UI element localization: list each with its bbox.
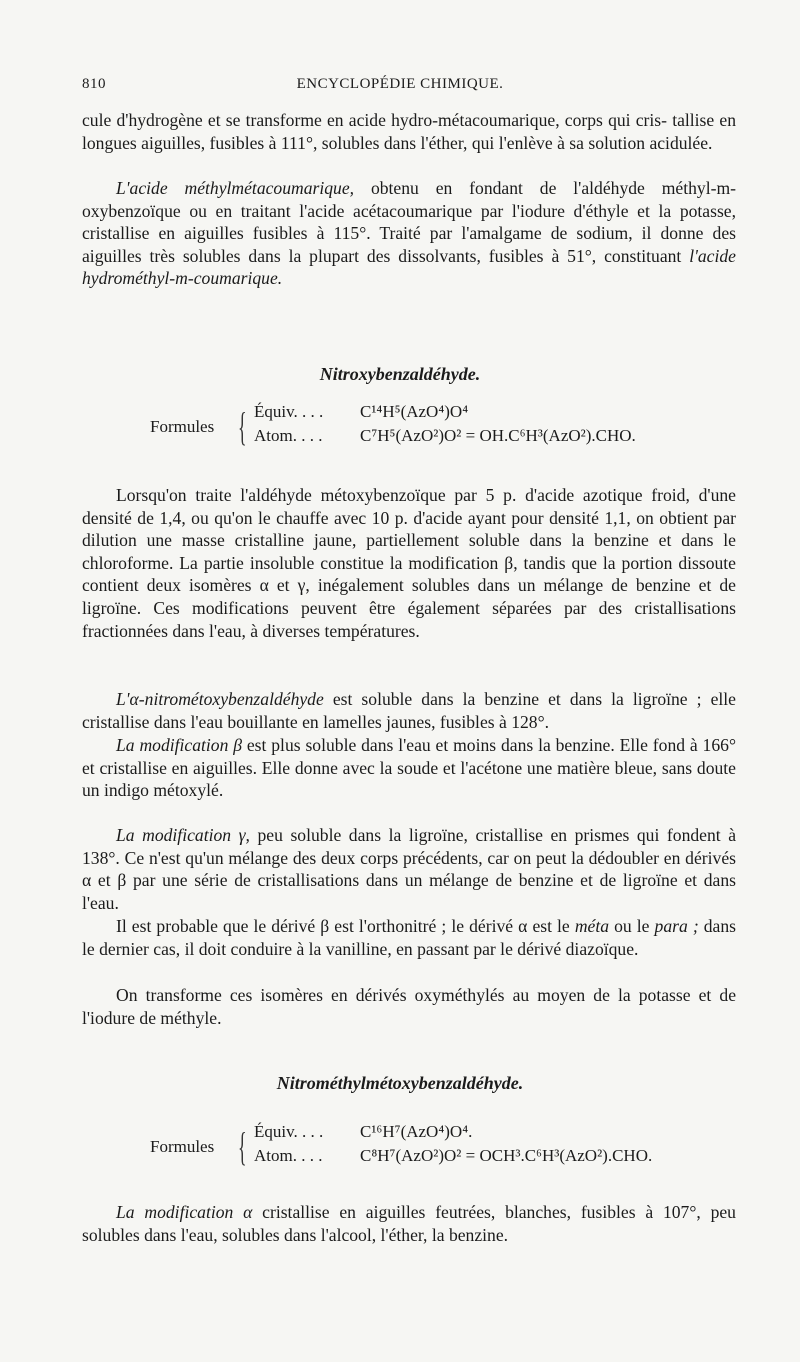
formula-row-atom: Atom. . . . C⁷H⁵(AzO²)O² = OH.C⁶H³(AzO²).CHO. <box>254 426 636 445</box>
formula-label: Formules <box>150 1137 215 1156</box>
paragraph-section2-alpha: La modification α cristallise en aiguilles feutrées, blanches, fusibles à 107°, peu solubles dans l'eau, solubles dans l'alcool, l'éther, la benzine. <box>82 1202 736 1245</box>
formula-label: Formules <box>150 417 215 436</box>
paragraph-alpha-modification: L'α-nitrométoxybenzaldéhyde est soluble dans la benzine et dans la ligroïne ; elle cristallise dans l'eau bouillante en lamelles jaunes, fusibles à 128°. <box>82 689 736 732</box>
brace-icon: { <box>238 1124 247 1169</box>
paragraph-beta-modification: La modification β est plus soluble dans l'eau et moins dans la benzine. Elle fond à 166° et cristallise en aiguilles. Elle donne avec la soude et l'acétone une matière bleue, sans doute un indigo métoxylé. <box>82 735 736 801</box>
brace-icon: { <box>238 404 247 449</box>
formula-row-atom: Atom. . . . C⁸H⁷(AzO²)O² = OCH³.C⁶H³(AzO²).CHO. <box>254 1146 653 1165</box>
page-number: 810 <box>82 76 106 92</box>
paragraph-gamma-modification: La modification γ, peu soluble dans la ligroïne, cristallise en prismes qui fondent à 138°. Ce n'est qu'un mélange des deux corps précédents, car on peut la dédoubler en dérivés α et β par une série de cristallisations dans un mélange de benzine et de ligroïne et dans l'eau. <box>82 825 737 913</box>
paragraph-probable-isomer: Il est probable que le dérivé β est l'orthonitré ; le dérivé α est le méta ou le para ; dans le dernier cas, il doit conduire à la vanilline, en passant par le dérivé diazoïque. <box>82 916 737 959</box>
paragraph-transformation: On transforme ces isomères en dérivés oxyméthylés au moyen de la potasse et de l'iodure de méthyle. <box>82 985 736 1028</box>
page-header <box>82 76 718 96</box>
paragraph-nitration-method: Lorsqu'on traite l'aldéhyde métoxybenzoïque par 5 p. d'acide azotique froid, d'une densité de 1,4, ou qu'on le chauffe avec 10 p. d'acide ayant pour densité 1,1, on obtient par dilution une masse cristalline jaune, partiellement soluble dans la benzine et dans le chloroforme. La partie insoluble constitue la modification β, tandis que la portion dissoute contient deux isomères α et γ, inégalement solubles dans un mélange de benzine et de ligroïne. Ces modifications peuvent être également séparées par des cristallisations fractionnées dans l'eau, à diverses températures. <box>82 485 736 641</box>
formula-block-nitromethylmetoxybenzaldehyde <box>150 1122 710 1176</box>
paragraph-methylmetacoumarique: L'acide méthylmétacoumarique, obtenu en fondant de l'aldéhyde méthyl-m- oxybenzoïque ou en traitant l'acide acétacoumarique par l'iodure d'éthyle et la potasse, cristallise en aiguilles fusibles à 115°. Traité par l'amalgame de sodium, il donne des aiguilles très solubles dans la plupart des dissolvants, fusibles à 51°, constituant l'acide hydrométhyl-m-coumarique. <box>82 178 737 289</box>
section-title-nitroxybenzaldehyde: Nitroxybenzaldéhyde. <box>319 364 481 384</box>
section-title-nitromethylmetoxybenzaldehyde: Nitrométhylmétoxybenzaldéhyde. <box>276 1073 524 1093</box>
running-title: ENCYCLOPÉDIE CHIMIQUE. <box>296 76 504 92</box>
formula-row-equiv: Équiv. . . . C¹⁶H⁷(AzO⁴)O⁴. <box>254 1122 473 1141</box>
formula-block-nitroxybenzaldehyde <box>150 402 710 456</box>
formula-row-equiv: Équiv. . . . C¹⁴H⁵(AzO⁴)O⁴ <box>254 402 469 421</box>
paragraph-hydro-metacoumarique: cule d'hydrogène et se transforme en acide hydro-métacoumarique, corps qui cris- tallise en longues aiguilles, fusibles à 111°, solubles dans l'éther, qui l'enlève à sa solution acidulée. <box>82 110 736 153</box>
